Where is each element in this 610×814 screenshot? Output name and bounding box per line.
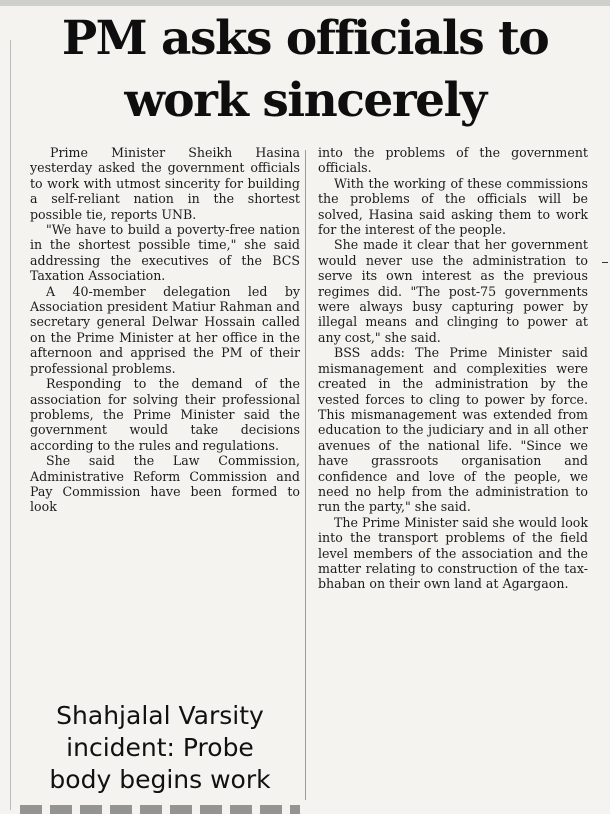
page-margin-rule — [10, 40, 11, 810]
next-headline-line: incident: Probe — [66, 733, 254, 762]
article-column-right — [318, 145, 588, 592]
paragraph: Responding to the demand of the association for solving their professional problems, the Prime Minister said the government would take decisions according to the rules and regulations. — [30, 376, 300, 453]
column-divider — [305, 150, 306, 800]
article-column-left — [30, 145, 300, 515]
paragraph: into the problems of the government officials. — [318, 145, 588, 176]
cropped-text-line — [20, 805, 300, 814]
paragraph: BSS adds: The Prime Minister said mismanagement and complexities were created in the administration by the vested forces to cling to power by force. This mismanagement was extended from education to the judiciary and in all other avenues of the national life. "Since we have grassroots organisation and confidence and love of the people, we need no help from the administration to run the party," she said. — [318, 345, 588, 515]
next-headline-line: Shahjalal Varsity — [56, 701, 264, 730]
margin-tick — [602, 262, 608, 263]
headline-line-1: PM asks officials to — [61, 11, 549, 66]
paragraph: With the working of these commissions the problems of the officials will be solved, Hasina said asking them to work for the interest of the people. — [318, 175, 588, 238]
next-headline-line: body begins work — [49, 765, 271, 794]
paragraph: Prime Minister Sheikh Hasina yesterday asked the government officials to work with utmost sincerity for building a self-reliant nation in the shortest possible tie, reports UNB. — [30, 145, 300, 222]
paragraph: A 40-member delegation led by Association president Matiur Rahman and secretary general Delwar Hossain called on the Prime Minister at her office in the afternoon and apprised the PM of their professional problems. — [30, 283, 300, 376]
paragraph: She said the Law Commission, Administrative Reform Commission and Pay Commission have been formed to look — [30, 453, 300, 515]
headline-line-2: work sincerely — [124, 73, 486, 128]
scan-top-edge — [0, 0, 610, 6]
article-headline — [0, 8, 610, 132]
paragraph: "We have to build a poverty-free nation in the shortest possible time," she said addressing the executives of the BCS Taxation Association. — [30, 222, 300, 284]
paragraph: The Prime Minister said she would look into the transport problems of the field level members of the association and the matter relating to construction of the tax-bhaban on their own land at Agargaon. — [318, 514, 588, 592]
next-article-headline — [20, 700, 300, 796]
paragraph: She made it clear that her government would never use the administration to serve its own interest as the previous regimes did. "The post-75 governments were always busy capturing power by illegal means and clinging to power at any cost," she said. — [318, 237, 588, 345]
